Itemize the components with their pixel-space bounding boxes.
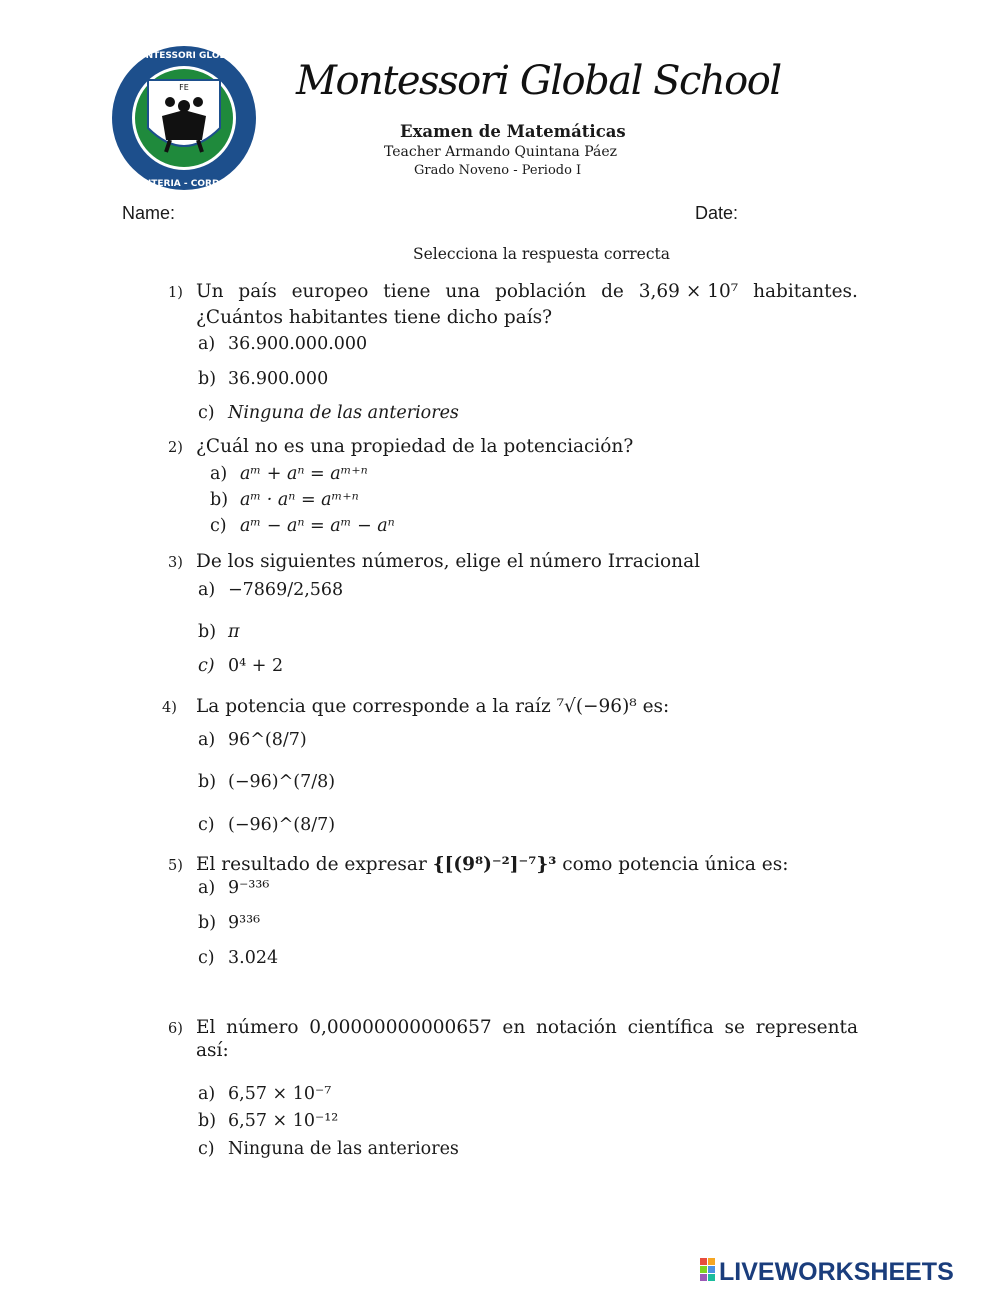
q6-word: científica <box>627 1017 714 1038</box>
teacher-name: Teacher Armando Quintana Páez <box>384 144 618 160</box>
question-2-text: ¿Cuál no es una propiedad de la potenciación? <box>196 436 634 457</box>
q6-word: en <box>502 1017 526 1038</box>
option[interactable]: c) (−96)^(8/7) <box>198 815 336 835</box>
date-label: Date: <box>695 203 739 223</box>
liveworksheets-text: LIVEWORKSHEETS <box>719 1258 954 1285</box>
svg-text:FE: FE <box>179 83 189 92</box>
option[interactable]: c) 0⁴ + 2 <box>198 656 284 676</box>
question-6-line2: así: <box>196 1040 229 1061</box>
q1-word: una <box>445 281 481 302</box>
exponent-expression: {[(9⁸)⁻²]⁻⁷}³ <box>432 854 557 875</box>
question-1-line1 <box>196 281 858 302</box>
q6-word: notación <box>535 1017 617 1038</box>
question-number: 3) <box>168 555 183 571</box>
question-5-text: El resultado de expresar {[(9⁸)⁻²]⁻⁷}³ como potencia única es: <box>196 854 789 875</box>
option[interactable]: c) aᵐ − aⁿ = aᵐ − aⁿ <box>210 516 395 536</box>
question-6-line1 <box>196 1017 858 1038</box>
question-1-line2: ¿Cuántos habitantes tiene dicho país? <box>196 307 553 328</box>
question-number: 1) <box>168 285 183 301</box>
q1-word: país <box>238 281 277 302</box>
exam-title: Examen de Matemáticas <box>400 122 626 141</box>
option[interactable]: c) Ninguna de las anteriores <box>198 1139 459 1159</box>
q6-word: se <box>724 1017 745 1038</box>
radical-expression: ⁷√(−96)⁸ <box>556 696 637 717</box>
option[interactable]: b) 6,57 × 10⁻¹² <box>198 1111 339 1131</box>
option[interactable]: b) 36.900.000 <box>198 369 329 389</box>
option[interactable]: b) (−96)^(7/8) <box>198 772 336 792</box>
option[interactable]: c) 3.024 <box>198 948 279 968</box>
q6-word: El <box>196 1017 216 1038</box>
question-3-text: De los siguientes números, elige el número Irracional <box>196 551 701 572</box>
q6-word: 0,00000000000657 <box>309 1017 492 1038</box>
option[interactable]: b) 9³³⁶ <box>198 913 261 933</box>
name-label: Name: <box>122 203 176 223</box>
svg-text:MONTESSORI GLOBAL: MONTESSORI GLOBAL <box>128 51 240 61</box>
option[interactable]: a) 9⁻³³⁶ <box>198 878 270 898</box>
option[interactable]: a) 6,57 × 10⁻⁷ <box>198 1084 332 1104</box>
q1-word: tiene <box>383 281 431 302</box>
question-number: 5) <box>168 858 183 874</box>
q1-word: europeo <box>291 281 369 302</box>
instructions: Selecciona la respuesta correcta <box>413 245 670 263</box>
school-logo <box>110 44 258 192</box>
question-4-text: La potencia que corresponde a la raíz ⁷√(−96)⁸ es: <box>196 696 670 717</box>
q6-word: número <box>226 1017 299 1038</box>
option[interactable]: a) 96^(8/7) <box>198 730 307 750</box>
svg-text:MONTERIA - CORDOBA: MONTERIA - CORDOBA <box>127 179 241 189</box>
question-number: 6) <box>168 1021 183 1037</box>
q6-word: representa <box>755 1017 858 1038</box>
q1-word: 3,69 × 10⁷ <box>638 281 739 302</box>
liveworksheets-logo <box>700 1255 998 1285</box>
option[interactable]: a) 36.900.000.000 <box>198 334 368 354</box>
question-number: 4) <box>162 700 177 716</box>
q1-word: de <box>601 281 624 302</box>
grade-period: Grado Noveno - Periodo I <box>414 163 582 178</box>
option[interactable]: b) π <box>198 622 240 642</box>
option[interactable]: a) aᵐ + aⁿ = aᵐ⁺ⁿ <box>210 464 368 484</box>
option[interactable]: c) Ninguna de las anteriores <box>198 403 459 423</box>
option[interactable]: b) aᵐ · aⁿ = aᵐ⁺ⁿ <box>210 490 359 510</box>
q1-word: habitantes. <box>753 281 858 302</box>
question-number: 2) <box>168 440 183 456</box>
option[interactable]: a) −7869/2,568 <box>198 580 344 600</box>
school-name: Montessori Global School <box>296 58 781 104</box>
q1-word: Un <box>196 281 224 302</box>
q1-word: población <box>495 281 587 302</box>
